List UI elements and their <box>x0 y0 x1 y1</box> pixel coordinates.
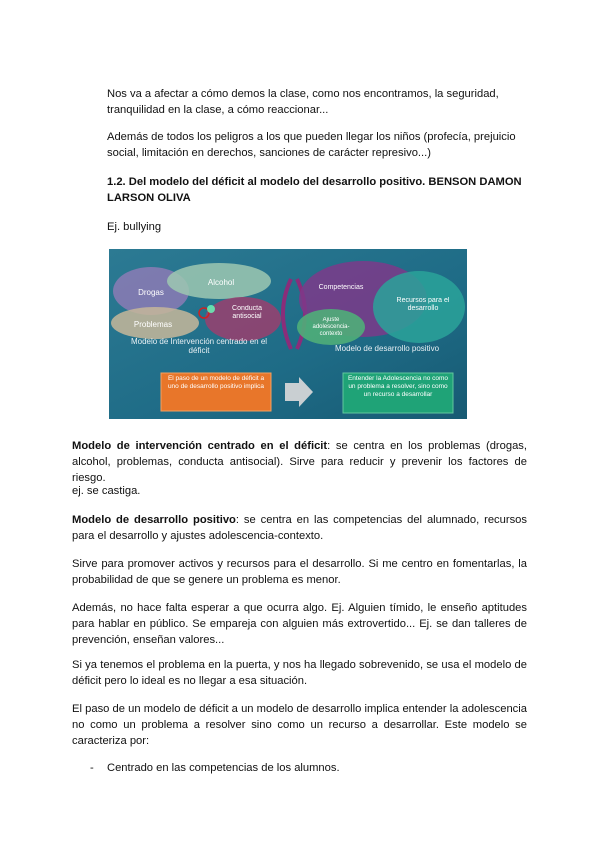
label-alcohol: Alcohol <box>207 278 235 287</box>
bullet-marker: - <box>90 762 94 774</box>
box-deficit-text: El paso de un modelo de déficit a uno de desarrollo positivo implica <box>167 375 265 390</box>
box-positivo-text: Entender la Adolescencia no como un problema a resolver, sino como un recurso a desarrollar <box>347 375 449 398</box>
label-problemas: Problemas <box>133 320 173 329</box>
label-drogas: Drogas <box>138 288 164 297</box>
paragraph-activos: Sirve para promover activos y recursos para el desarrollo. Si me centro en fomentarlas, la probabilidad de que se genere un problema es menor. <box>72 558 527 586</box>
models-diagram <box>109 249 467 419</box>
text-positivo: : se centra en las competencias del alumnado, recursos para el desarrollo y ajustes adolescencia-contexto. <box>72 514 527 542</box>
paragraph-castiga: ej. se castiga. <box>72 485 141 497</box>
term-positivo: Modelo de desarrollo positivo <box>72 514 236 526</box>
section-heading: 1.2. Del modelo del déficit al modelo del desarrollo positivo. BENSON DAMON LARSON OLIVA <box>107 176 522 204</box>
label-ajuste: Ajuste adolescencia-contexto <box>312 317 350 337</box>
bullet-competencias: Centrado en las competencias de los alumnos. <box>107 762 340 774</box>
caption-positivo: Modelo de desarrollo positivo <box>334 344 440 353</box>
paragraph-positivo <box>72 512 527 544</box>
term-deficit: Modelo de intervención centrado en el déficit <box>72 440 328 452</box>
paragraph-deficit <box>72 438 527 486</box>
paragraph-afectar: Nos va a afectar a cómo demos la clase, como nos encontramos, la seguridad, tranquilidad en la clase, a cómo reaccionar... <box>107 88 499 116</box>
label-competencias: Competencias <box>318 284 364 291</box>
paragraph-paso: El paso de un modelo de déficit a un modelo de desarrollo implica entender la adolescencia no como un problema a resolver sino como un recurso a desarrollar. Este modelo se caracteriza por: <box>72 703 527 747</box>
label-recursos: Recursos para el desarrollo <box>396 297 450 312</box>
paragraph-peligros: Además de todos los peligros a los que pueden llegar los niños (profecía, prejuicio social, limitación en derechos, sanciones de carácter represivo...) <box>107 131 516 159</box>
paragraph-ademas: Además, no hace falta esperar a que ocurra algo. Ej. Alguien tímido, le enseño aptitudes para hablar en público. Se empareja con alguien más extrovertido... Ej. se dan talleres de prevención, enseñan valores... <box>72 602 527 646</box>
caption-deficit: Modelo de Intervención centrado en el déficit <box>130 337 268 355</box>
label-conducta: Conducta antisocial <box>232 305 262 320</box>
example-bullying: Ej. bullying <box>107 221 162 233</box>
small-dot-2 <box>207 305 215 313</box>
paragraph-problema: Si ya tenemos el problema en la puerta, y nos ha llegado sobrevenido, se usa el modelo de déficit pero lo ideal es no llegar a esa situación. <box>72 659 527 687</box>
text-deficit: : se centra en los problemas (drogas, alcohol, problemas, conducta antisocial). Sirve para reducir y prevenir los factores de riesgo. <box>72 440 528 484</box>
